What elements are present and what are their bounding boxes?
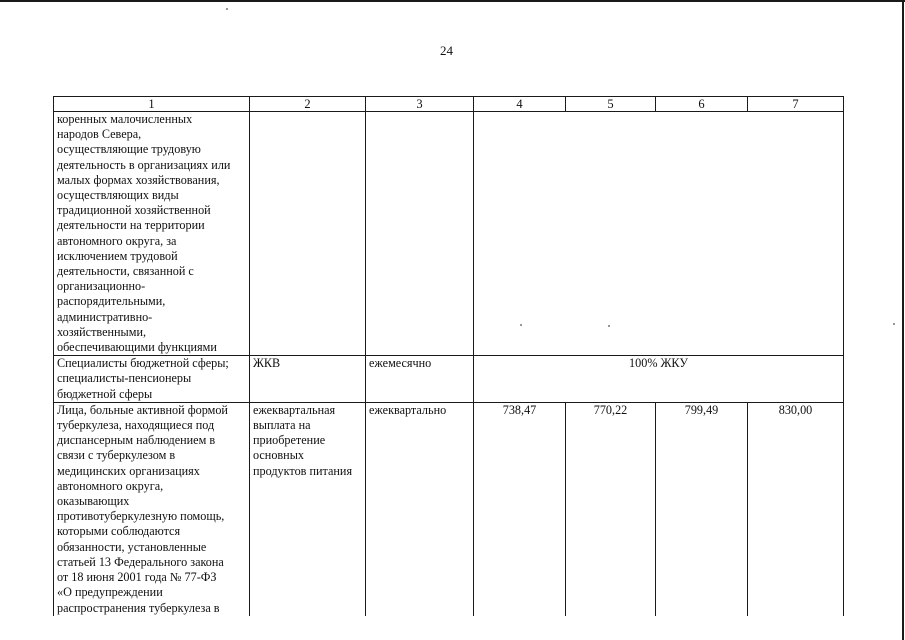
- column-header: 6: [656, 97, 748, 112]
- support-type-cell: ежеквартальная выплата на приобретение основных продуктов питания: [250, 402, 366, 615]
- table-row: [54, 402, 844, 615]
- amount-cell: 830,00: [748, 402, 844, 615]
- page-border-top: [0, 0, 905, 2]
- amount-cell: 770,22: [566, 402, 656, 615]
- table-row: [54, 356, 844, 403]
- amount-cell: 738,47: [474, 402, 566, 615]
- table-header-row: [54, 97, 844, 112]
- page-border-right: [902, 0, 904, 640]
- table-row: [54, 112, 844, 356]
- scan-speck: [226, 8, 228, 10]
- category-cell: коренных малочисленных народов Севера, осуществляющие трудовую деятельность в организациях или малых формах хозяйствования, осуществляющих виды традиционной хозяйственной деятельности на территории автономного округа, за исключением трудовой деятельности, связанной с организационно- распорядительными, административно- хозяйственными, обеспечивающими функциями: [54, 112, 250, 356]
- amount-merged-cell: [474, 112, 844, 356]
- column-header: 7: [748, 97, 844, 112]
- column-header: 2: [250, 97, 366, 112]
- periodicity-cell: [366, 112, 474, 356]
- column-header: 4: [474, 97, 566, 112]
- column-header: 3: [366, 97, 474, 112]
- category-cell: Специалисты бюджетной сферы; специалисты-пенсионеры бюджетной сферы: [54, 356, 250, 403]
- scan-speck: [893, 323, 895, 325]
- category-cell: Лица, больные активной формой туберкулеза, находящиеся под диспансерным наблюдением в связи с туберкулезом в медицинских организациях автономного округа, оказывающих противотуберкулезную помощь, которыми соблюдаются обязанности, установленные статьей 13 Федерального закона от 18 июня 2001 года № 77-ФЗ «О предупреждении распространения туберкулеза в: [54, 402, 250, 615]
- amount-merged-cell: 100% ЖКУ: [474, 356, 844, 403]
- periodicity-cell: ежемесячно: [366, 356, 474, 403]
- support-type-cell: ЖКВ: [250, 356, 366, 403]
- column-header: 1: [54, 97, 250, 112]
- amount-cell: 799,49: [656, 402, 748, 615]
- periodicity-cell: ежеквартально: [366, 402, 474, 615]
- support-type-cell: [250, 112, 366, 356]
- document-table: [53, 96, 844, 616]
- column-header: 5: [566, 97, 656, 112]
- page-number: 24: [440, 43, 453, 58]
